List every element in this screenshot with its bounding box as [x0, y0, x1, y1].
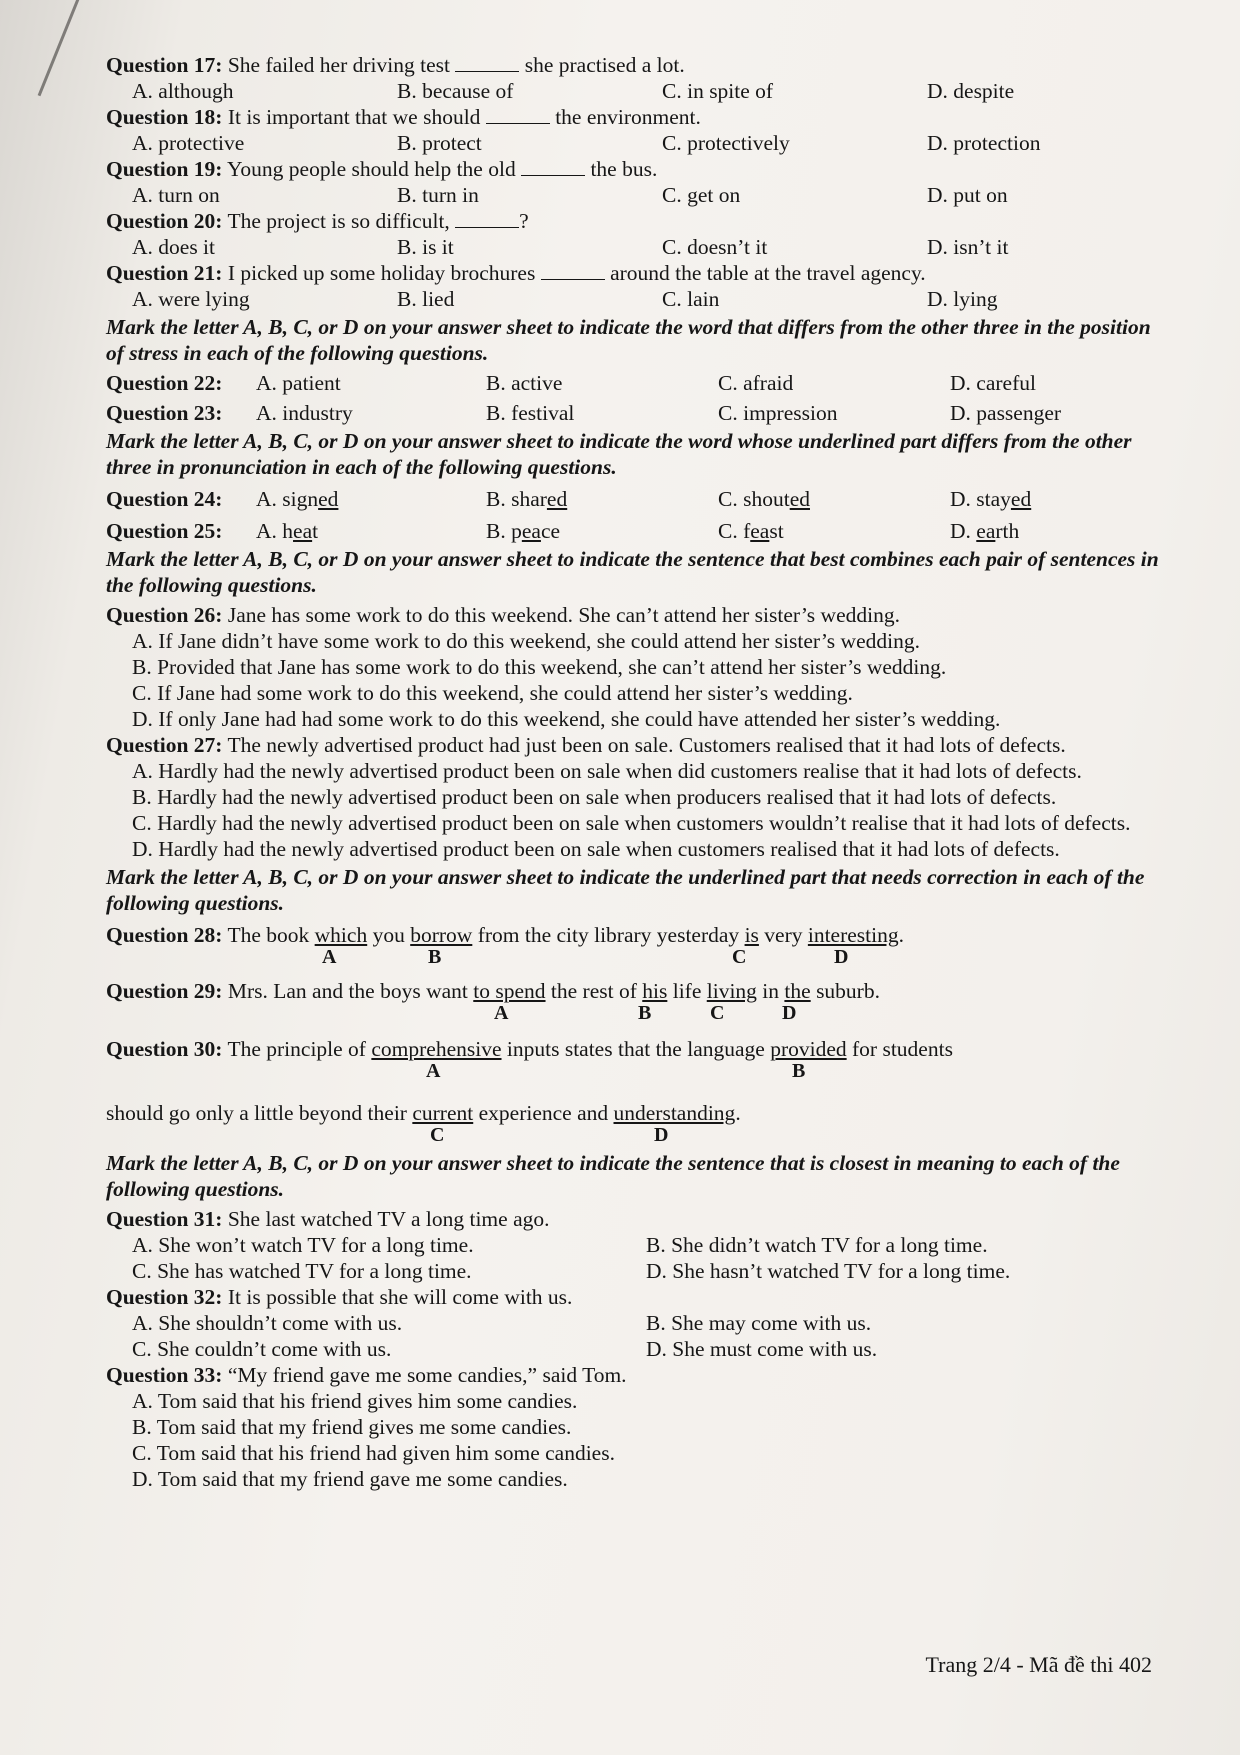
option-d[interactable] — [950, 518, 1150, 544]
option-text: D. — [950, 519, 977, 543]
option-c[interactable]: C. in spite of — [662, 79, 774, 103]
sentence-text: from the city library yesterday — [472, 923, 745, 947]
underlined-part-d[interactable]: understanding — [613, 1101, 736, 1125]
page-footer: Trang 2/4 - Mã đề thi 402 — [925, 1652, 1152, 1677]
option-d[interactable]: D. Tom said that my friend gave me some candies. — [132, 1467, 568, 1491]
underlined-part: ea — [293, 519, 313, 543]
question-stem: Young people should help the old — [227, 157, 516, 181]
question-label: Question 26: — [106, 603, 223, 627]
underlined-part-a[interactable]: which — [314, 923, 368, 947]
option-b[interactable]: B. turn in — [397, 183, 479, 207]
question-stem: I picked up some holiday brochures — [227, 261, 536, 285]
question-label: Question 23: — [106, 401, 223, 425]
sentence-text: very — [758, 923, 808, 947]
letter-c: C — [710, 1002, 725, 1024]
sentence-text: suburb. — [810, 979, 880, 1003]
sentence-text: The book — [227, 923, 315, 947]
options-row — [106, 1310, 1166, 1336]
option-d[interactable]: D. If only Jane had had some work to do this weekend, she could have attended her sister’s wedding. — [132, 707, 1001, 731]
section-instruction-meaning: Mark the letter A, B, C, or D on your answer sheet to indicate the sentence that is closest in meaning to each of the following questions. — [106, 1151, 1120, 1201]
question-19 — [106, 156, 1166, 182]
question-24 — [106, 486, 1166, 512]
underlined-part: ed — [1010, 487, 1032, 511]
letter-a: A — [322, 946, 337, 968]
sentence-text: . — [735, 1101, 741, 1125]
option-b[interactable] — [486, 518, 718, 544]
part-letters — [106, 1126, 1166, 1146]
option-c[interactable]: C. impression — [718, 401, 838, 425]
letter-c: C — [732, 946, 747, 968]
option-b[interactable]: B. Tom said that my friend gives me some candies. — [132, 1415, 572, 1439]
option-b[interactable]: B. is it — [397, 235, 454, 259]
question-label: Question 21: — [106, 261, 223, 285]
options-row — [106, 182, 1166, 208]
sentence-text: life — [667, 979, 707, 1003]
question-label: Question 17: — [106, 53, 223, 77]
question-stem: the bus. — [590, 157, 658, 181]
option-d[interactable]: D. lying — [927, 287, 998, 311]
sentence-text: inputs states that the language — [501, 1037, 771, 1061]
question-stem: The project is so difficult, — [227, 209, 450, 233]
options-row — [106, 1258, 1166, 1284]
option-d[interactable]: D. protection — [927, 131, 1041, 155]
option-a[interactable]: A. turn on — [132, 183, 220, 207]
part-letters — [106, 1062, 1166, 1082]
option-d[interactable]: D. She hasn’t watched TV for a long time. — [646, 1259, 1011, 1283]
letter-a: A — [426, 1060, 441, 1082]
option-text: C. f — [718, 519, 751, 543]
option-b[interactable]: B. protect — [397, 131, 482, 155]
letter-b: B — [792, 1060, 806, 1082]
section-instruction-pronunciation: Mark the letter A, B, C, or D on your answer sheet to indicate the word whose underlined part differs from the other three in pronunciation in each of the following questions. — [106, 429, 1132, 479]
letter-c: C — [430, 1124, 445, 1146]
question-27 — [106, 732, 1166, 758]
question-label: Question 30: — [106, 1037, 223, 1061]
option-a[interactable] — [256, 518, 486, 544]
question-stem: the environment. — [555, 105, 701, 129]
option-a[interactable]: A. Hardly had the newly advertised product been on sale when did customers realise that it had lots of defects. — [132, 759, 1082, 783]
underlined-part-a[interactable]: comprehensive — [371, 1037, 502, 1061]
part-letters — [106, 1004, 1166, 1024]
options-row — [106, 286, 1166, 312]
option-text: B. p — [486, 519, 522, 543]
option-a[interactable]: A. protective — [132, 131, 245, 155]
option-c[interactable] — [718, 518, 950, 544]
option-text: D. stay — [950, 487, 1011, 511]
option-b[interactable]: B. festival — [486, 401, 575, 425]
option-d[interactable] — [950, 486, 1150, 512]
question-17 — [106, 52, 1166, 78]
question-stem: she practised a lot. — [524, 53, 685, 77]
question-stem: She last watched TV a long time ago. — [227, 1207, 550, 1231]
question-label: Question 18: — [106, 105, 223, 129]
underlined-part-c[interactable]: current — [412, 1101, 474, 1125]
underlined-part: ea — [750, 519, 770, 543]
answer-blank — [455, 209, 519, 228]
question-stem: Jane has some work to do this weekend. She can’t attend her sister’s wedding. — [227, 603, 900, 627]
letter-b: B — [428, 946, 442, 968]
underlined-part-d[interactable]: the — [784, 979, 811, 1003]
option-c[interactable]: C. She couldn’t come with us. — [132, 1337, 392, 1361]
question-33 — [106, 1362, 1166, 1388]
question-label: Question 31: — [106, 1207, 223, 1231]
underlined-part: ea — [521, 519, 541, 543]
option-c[interactable]: C. Hardly had the newly advertised product been on sale when customers wouldn’t realise that it had lots of defects. — [132, 811, 1131, 835]
option-text: ce — [540, 519, 561, 543]
option-text: st — [769, 519, 784, 543]
question-label: Question 32: — [106, 1285, 223, 1309]
sentence-text: the rest of — [545, 979, 643, 1003]
sentence-text: you — [367, 923, 411, 947]
question-stem: ? — [519, 209, 529, 233]
option-a[interactable]: A. Tom said that his friend gives him some candies. — [132, 1389, 578, 1413]
question-26 — [106, 602, 1166, 628]
letter-d: D — [782, 1002, 797, 1024]
letter-b: B — [638, 1002, 652, 1024]
option-text: C. shout — [718, 487, 790, 511]
question-25 — [106, 518, 1166, 544]
option-c[interactable]: C. Tom said that his friend had given him some candies. — [132, 1441, 615, 1465]
option-b[interactable]: B. active — [486, 371, 563, 395]
option-a[interactable]: A. She won’t watch TV for a long time. — [132, 1233, 474, 1257]
sentence-text: experience and — [473, 1101, 614, 1125]
question-30-line-2 — [106, 1100, 1166, 1126]
sentence-text: Mrs. Lan and the boys want — [227, 979, 474, 1003]
option-a[interactable]: A. industry — [256, 401, 353, 425]
exam-page-content — [106, 52, 1166, 1492]
question-29 — [106, 978, 1166, 1004]
option-d[interactable]: D. careful — [950, 371, 1036, 395]
sentence-text: for students — [846, 1037, 953, 1061]
question-label: Question 25: — [106, 519, 223, 543]
option-a[interactable]: A. She shouldn’t come with us. — [132, 1311, 403, 1335]
question-30 — [106, 1036, 1166, 1062]
option-b[interactable] — [486, 486, 718, 512]
option-d[interactable]: D. Hardly had the newly advertised product been on sale when customers realised that it had lots of defects. — [132, 837, 1060, 861]
option-c[interactable]: C. doesn’t it — [662, 235, 768, 259]
answer-blank — [541, 261, 605, 280]
answer-blank — [486, 105, 550, 124]
option-d[interactable]: D. despite — [927, 79, 1015, 103]
options-row — [106, 234, 1166, 260]
question-stem: It is possible that she will come with us. — [227, 1285, 573, 1309]
underlined-part: ea — [976, 519, 996, 543]
letter-d: D — [654, 1124, 669, 1146]
answer-blank — [455, 53, 519, 72]
option-d[interactable]: D. put on — [927, 183, 1008, 207]
options-row — [106, 130, 1166, 156]
option-c[interactable]: C. lain — [662, 287, 720, 311]
section-instruction-stress: Mark the letter A, B, C, or D on your answer sheet to indicate the word that differs from the other three in the position of stress in each of the following questions. — [106, 315, 1151, 365]
option-b[interactable]: B. Hardly had the newly advertised product been on sale when producers realised that it had lots of defects. — [132, 785, 1057, 809]
question-stem: “My friend gave me some candies,” said Tom. — [227, 1363, 627, 1387]
underlined-part-b[interactable]: borrow — [410, 923, 473, 947]
underlined-part-c[interactable]: is — [744, 923, 759, 947]
underlined-part: ed — [318, 487, 339, 511]
question-32 — [106, 1284, 1166, 1310]
option-b[interactable]: B. Provided that Jane has some work to do this weekend, she can’t attend her sister’s wedding. — [132, 655, 947, 679]
question-stem: It is important that we should — [227, 105, 481, 129]
question-28 — [106, 922, 1166, 948]
option-a[interactable]: A. were lying — [132, 287, 250, 311]
question-label: Question 28: — [106, 923, 223, 947]
options-list — [106, 1388, 1166, 1492]
question-label: Question 33: — [106, 1363, 223, 1387]
question-31 — [106, 1206, 1166, 1232]
option-text: B. shar — [486, 487, 547, 511]
options-row — [106, 78, 1166, 104]
question-label: Question 22: — [106, 371, 223, 395]
letter-a: A — [494, 1002, 509, 1024]
sentence-text: in — [756, 979, 785, 1003]
underlined-part-d[interactable]: interesting — [807, 923, 899, 947]
sentence-text: The principle of — [227, 1037, 372, 1061]
question-label: Question 20: — [106, 209, 223, 233]
option-a[interactable] — [256, 486, 486, 512]
option-d[interactable]: D. passenger — [950, 401, 1062, 425]
underlined-part-c[interactable]: living — [706, 979, 757, 1003]
option-a[interactable]: A. although — [132, 79, 234, 103]
option-b[interactable]: B. She may come with us. — [646, 1311, 872, 1335]
question-stem: around the table at the travel agency. — [610, 261, 926, 285]
question-23 — [106, 400, 1166, 426]
option-text: A. h — [256, 519, 294, 543]
option-d[interactable]: D. isn’t it — [927, 235, 1009, 259]
question-20 — [106, 208, 1166, 234]
option-text: rth — [995, 519, 1020, 543]
question-18 — [106, 104, 1166, 130]
option-c[interactable]: C. She has watched TV for a long time. — [132, 1259, 472, 1283]
section-instruction-combine: Mark the letter A, B, C, or D on your answer sheet to indicate the sentence that best combines each pair of sentences in the following questions. — [106, 547, 1159, 597]
option-c[interactable]: C. protectively — [662, 131, 790, 155]
question-label: Question 24: — [106, 487, 223, 511]
option-a[interactable]: A. does it — [132, 235, 216, 259]
sentence-text: . — [898, 923, 904, 947]
question-label: Question 29: — [106, 979, 223, 1003]
option-d[interactable]: D. She must come with us. — [646, 1337, 878, 1361]
underlined-part-a[interactable]: to spend — [473, 979, 546, 1003]
option-text: A. sign — [256, 487, 319, 511]
option-a[interactable]: A. patient — [256, 371, 341, 395]
sentence-text: should go only a little beyond their — [106, 1101, 413, 1125]
options-list — [106, 628, 1166, 732]
question-22 — [106, 370, 1166, 396]
underlined-part-b[interactable]: his — [642, 979, 668, 1003]
question-label: Question 19: — [106, 157, 223, 181]
option-c[interactable]: C. afraid — [718, 371, 794, 395]
question-stem: She failed her driving test — [227, 53, 450, 77]
underlined-part: ed — [789, 487, 810, 511]
underlined-part-b[interactable]: provided — [770, 1037, 847, 1061]
letter-d: D — [834, 946, 849, 968]
option-c[interactable]: C. If Jane had some work to do this weekend, she could attend her sister’s wedding. — [132, 681, 853, 705]
question-label: Question 27: — [106, 733, 223, 757]
option-text: t — [312, 519, 319, 543]
options-row — [106, 1232, 1166, 1258]
answer-blank — [521, 157, 585, 176]
options-row — [106, 1336, 1166, 1362]
question-stem: The newly advertised product had just been on sale. Customers realised that it had lots of defects. — [227, 733, 1066, 757]
option-c[interactable]: C. get on — [662, 183, 741, 207]
option-b[interactable]: B. lied — [397, 287, 455, 311]
options-list — [106, 758, 1166, 862]
option-a[interactable]: A. If Jane didn’t have some work to do this weekend, she could attend her sister’s wedding. — [132, 629, 920, 653]
question-21 — [106, 260, 1166, 286]
option-b[interactable]: B. because of — [397, 79, 514, 103]
underlined-part: ed — [546, 487, 568, 511]
option-b[interactable]: B. She didn’t watch TV for a long time. — [646, 1233, 988, 1257]
option-c[interactable] — [718, 486, 950, 512]
section-instruction-error: Mark the letter A, B, C, or D on your answer sheet to indicate the underlined part that needs correction in each of the following questions. — [106, 865, 1145, 915]
part-letters — [106, 948, 1166, 968]
